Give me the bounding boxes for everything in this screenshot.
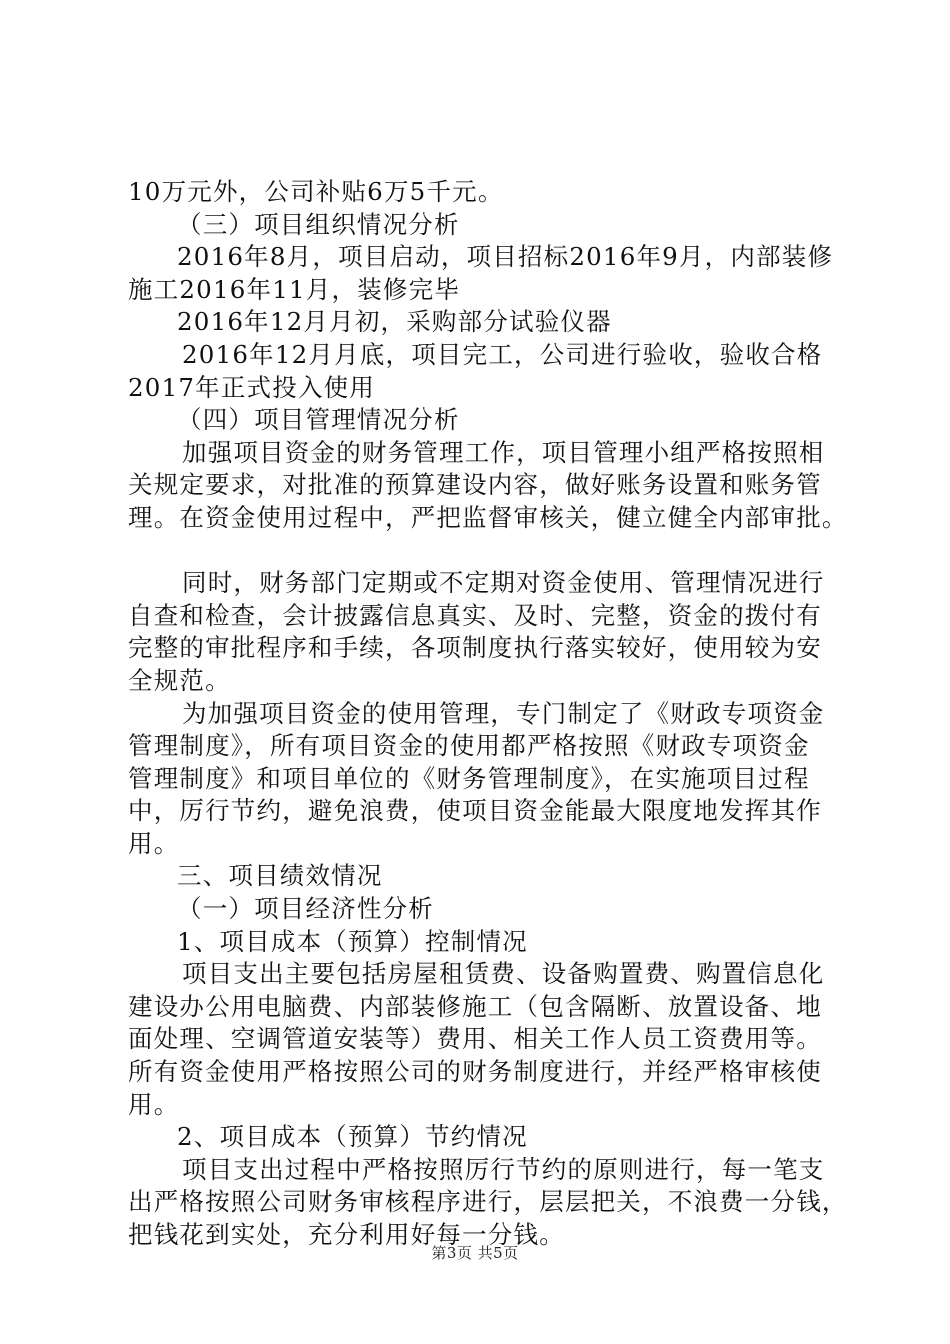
- text-line: 用。: [128, 1089, 180, 1119]
- text-line: 把钱花到实处，充分利用好每一分钱。: [128, 1220, 565, 1249]
- text-line: 用。: [128, 828, 180, 858]
- text-line: 2016年8月，项目启动，项目招标2016年9月，内部装修: [177, 242, 834, 272]
- section-heading: （三）项目组织情况分析: [177, 209, 460, 239]
- text-line: 2016年12月月底，项目完工，公司进行验收，验收合格: [182, 339, 823, 369]
- text-line: 理。在资金使用过程中，严把监督审核关，健立健全内部审批。: [128, 502, 848, 532]
- text-line: 项目支出过程中严格按照厉行节约的原则进行，每一笔支: [182, 1154, 825, 1184]
- text-line: 中，厉行节约，避免浪费，使项目资金能最大限度地发挥其作: [128, 796, 822, 826]
- text-line: 10万元外，公司补贴6万5千元。: [128, 177, 504, 206]
- text-line: 2016年12月月初，采购部分试验仪器: [177, 307, 612, 337]
- text-line: 项目支出主要包括房屋租赁费、设备购置费、购置信息化: [182, 959, 825, 989]
- section-heading: 1、项目成本（预算）控制情况: [177, 926, 528, 956]
- text-line: 施工2016年11月，装修完毕: [128, 274, 461, 304]
- text-line: 全规范。: [128, 665, 231, 695]
- page-number-footer: 第3页 共5页: [431, 1244, 519, 1262]
- text-line: 面处理、空调管道安装等）费用、相关工作人员工资费用等。: [128, 1024, 822, 1054]
- text-line: 管理制度》和项目单位的《财务管理制度》，在实施项目过程: [128, 763, 810, 793]
- text-line: 建设办公用电脑费、内部装修施工（包含隔断、放置设备、地: [128, 991, 822, 1021]
- text-line: 同时，财务部门定期或不定期对资金使用、管理情况进行: [182, 568, 825, 598]
- section-heading: （一）项目经济性分析: [177, 894, 434, 924]
- text-line: 自查和检查，会计披露信息真实、及时、完整，资金的拨付有: [128, 600, 822, 630]
- text-line: 2017年正式投入使用: [128, 372, 376, 402]
- text-line: 为加强项目资金的使用管理，专门制定了《财政专项资金: [182, 698, 825, 728]
- text-line: 所有资金使用严格按照公司的财务制度进行，并经严格审核使: [128, 1057, 822, 1087]
- text-line: 关规定要求，对批准的预算建设内容，做好账务设置和账务管: [128, 470, 822, 500]
- section-heading: 2、项目成本（预算）节约情况: [177, 1122, 528, 1152]
- document-body: [128, 176, 848, 1252]
- section-heading: （四）项目管理情况分析: [177, 405, 460, 435]
- text-line: 完整的审批程序和手续，各项制度执行落实较好，使用较为安: [128, 633, 822, 663]
- blank-line: [128, 535, 848, 568]
- text-line: 出严格按照公司财务审核程序进行，层层把关，不浪费一分钱，: [128, 1187, 848, 1217]
- text-line: 管理制度》，所有项目资金的使用都严格按照《财政专项资金: [128, 731, 810, 761]
- text-line: 加强项目资金的财务管理工作，项目管理小组严格按照相: [182, 437, 825, 467]
- section-heading: 三、项目绩效情况: [177, 861, 383, 891]
